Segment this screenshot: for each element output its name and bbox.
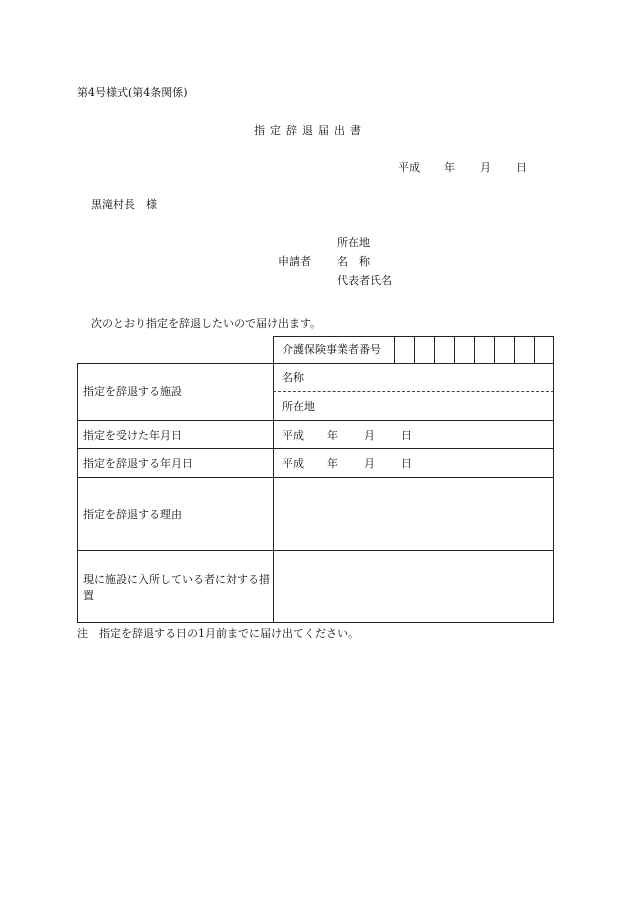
received-date-value bbox=[282, 429, 412, 442]
facility-label: 指定を辞退する施設 bbox=[83, 385, 182, 398]
date-era: 平成 bbox=[398, 161, 420, 174]
grid-line bbox=[77, 550, 554, 551]
date-day-label: 日 bbox=[401, 429, 412, 442]
applicant-representative-label: 代表者氏名 bbox=[337, 274, 392, 287]
date-year-label: 年 bbox=[327, 429, 338, 442]
digit-box-divider bbox=[454, 336, 455, 363]
date-era: 平成 bbox=[282, 457, 304, 470]
withdraw-date-value bbox=[282, 457, 412, 470]
withdraw-date-label: 指定を辞退する年月日 bbox=[83, 457, 193, 470]
facility-name-label: 名称 bbox=[282, 371, 304, 384]
date-month-label: 月 bbox=[480, 161, 491, 174]
digit-box-divider bbox=[434, 336, 435, 363]
grid-line bbox=[77, 363, 554, 364]
applicant-label: 申請者 bbox=[278, 255, 311, 268]
intro-text: 次のとおり指定を辞退したいので届け出ます。 bbox=[91, 317, 322, 330]
grid-line bbox=[77, 622, 554, 623]
date-year-label: 年 bbox=[327, 457, 338, 470]
applicant-address-label: 所在地 bbox=[337, 236, 370, 249]
digit-box-divider bbox=[534, 336, 535, 363]
date-day-label: 日 bbox=[516, 161, 527, 174]
grid-line bbox=[273, 336, 274, 623]
digit-box-divider bbox=[414, 336, 415, 363]
grid-line bbox=[77, 363, 78, 623]
received-date-label: 指定を受けた年月日 bbox=[83, 429, 182, 442]
form-number-label: 第4号様式(第4条関係) bbox=[77, 86, 188, 99]
submission-date-line bbox=[398, 161, 527, 174]
provider-number-label: 介護保険事業者番号 bbox=[282, 343, 381, 356]
addressee: 黒滝村長 様 bbox=[91, 198, 157, 211]
grid-line bbox=[553, 336, 554, 623]
digit-box-divider bbox=[394, 336, 395, 363]
applicant-name-label: 名 称 bbox=[337, 255, 370, 268]
document-title: 指定辞退届出書 bbox=[254, 124, 366, 137]
facility-dashed-divider bbox=[273, 391, 554, 392]
date-era: 平成 bbox=[282, 429, 304, 442]
withdrawal-form-table bbox=[77, 336, 554, 623]
date-month-label: 月 bbox=[364, 457, 375, 470]
facility-address-label: 所在地 bbox=[282, 400, 315, 413]
digit-box-divider bbox=[514, 336, 515, 363]
grid-line bbox=[77, 448, 554, 449]
footnote: 注 指定を辞退する日の1月前までに届け出てください。 bbox=[77, 627, 359, 640]
grid-line bbox=[77, 420, 554, 421]
date-day-label: 日 bbox=[401, 457, 412, 470]
grid-line bbox=[77, 477, 554, 478]
date-month-label: 月 bbox=[364, 429, 375, 442]
date-year-label: 年 bbox=[444, 161, 455, 174]
measures-label: 現に施設に入所している者に対する措置 bbox=[83, 573, 270, 602]
reason-label: 指定を辞退する理由 bbox=[83, 508, 182, 521]
digit-box-divider bbox=[474, 336, 475, 363]
digit-box-divider bbox=[494, 336, 495, 363]
